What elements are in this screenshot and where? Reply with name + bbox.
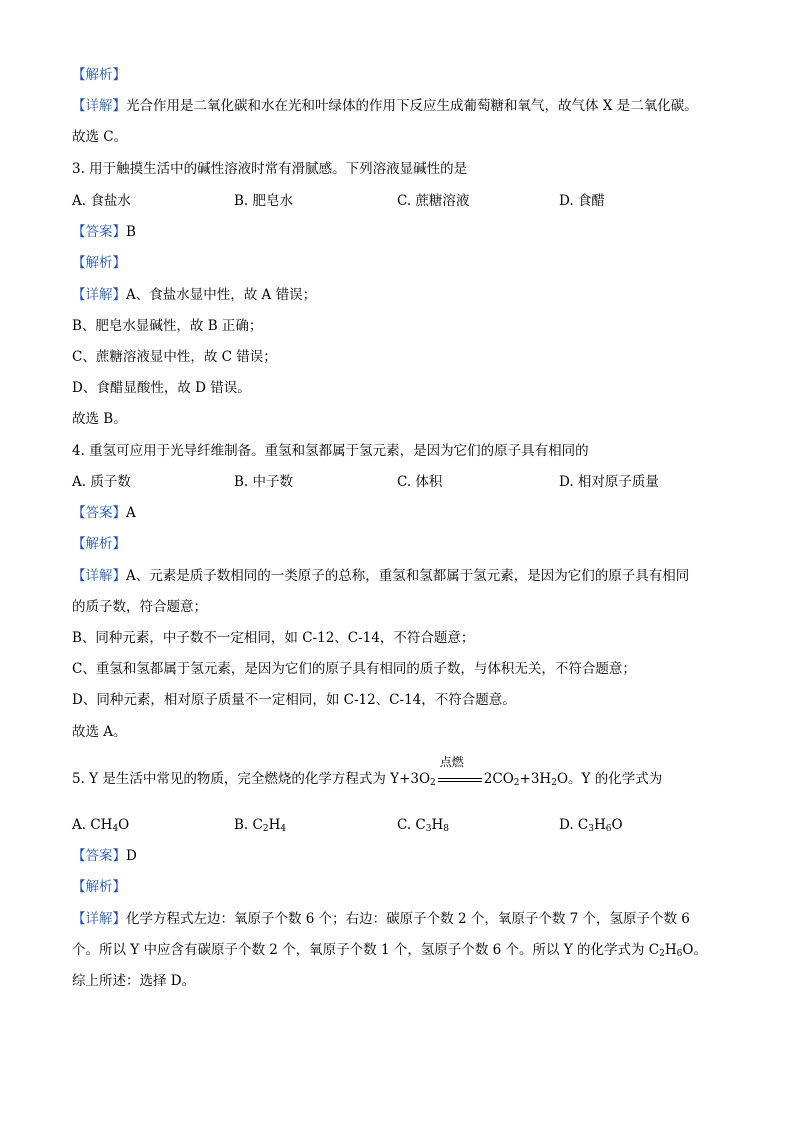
answer-value: A bbox=[126, 505, 136, 521]
subscript: 2 bbox=[513, 778, 520, 788]
detail-text: 光合作用是二氧化碳和水在光和叶绿体的作用下反应生成葡萄糖和氧气，故气体 X 是二氧化碳。 bbox=[126, 98, 698, 114]
q4-detail-line: B、同种元素，中子数不一定相同，如 C-12、C-14，不符合题意； bbox=[72, 630, 475, 646]
q5-answer bbox=[72, 847, 137, 865]
answer-tag: 【答案】 bbox=[72, 848, 126, 864]
q3-option-b: B. 肥皂水 bbox=[234, 193, 294, 209]
reaction-condition: 点燃 bbox=[439, 755, 464, 769]
analysis-tag: 【解析】 bbox=[72, 67, 126, 83]
equals-bar bbox=[438, 778, 482, 782]
q4-option-a: A. 质子数 bbox=[72, 474, 131, 490]
q3-analysis-tag: 【解析】 bbox=[72, 255, 126, 271]
answer-tag: 【答案】 bbox=[72, 224, 126, 240]
detail-text: 化学方程式左边：氧原子个数 6 个；右边：碳原子个数 2 个，氧原子个数 7 个，氢原子个数 6 bbox=[126, 911, 690, 927]
answer-value: D bbox=[126, 848, 137, 864]
q5-detail-line: 个。所以 Y 中应含有碳原子个数 2 个，氧原子个数 1 个，氢原子个数 6 个。所以 Y 的化学式为 $C_2H_6O$。 bbox=[72, 942, 707, 959]
q5-stem-text: 5. Y 是生活中常见的物质，完全燃烧的化学方程式为 Y+3O bbox=[72, 771, 431, 787]
q4-conclusion: 故选 A。 bbox=[72, 724, 127, 740]
q4-stem: 4. 重氢可应用于光导纤维制备。重氢和氢都属于氢元素，是因为它们的原子具有相同的 bbox=[72, 443, 589, 459]
reaction-arrow bbox=[436, 755, 484, 788]
q4-options bbox=[72, 473, 752, 491]
product-co2: 2CO bbox=[483, 771, 514, 787]
q3-detail-line bbox=[72, 286, 316, 304]
q3-stem: 3. 用于触摸生活中的碱性溶液时常有滑腻感。下列溶液显碱性的是 bbox=[72, 161, 468, 177]
q3-conclusion: 故选 B。 bbox=[72, 411, 127, 427]
q3-options bbox=[72, 192, 752, 210]
detail-tag: 【详解】 bbox=[72, 568, 126, 584]
q5-stem bbox=[72, 755, 663, 792]
q3-option-a: A. 食盐水 bbox=[72, 193, 131, 209]
q4-detail-line: D、同种元素，相对原子质量不一定相同，如 C-12、C-14，不符合题意。 bbox=[72, 692, 516, 708]
answer-tag: 【答案】 bbox=[72, 505, 126, 521]
q4-option-c: C. 体积 bbox=[397, 474, 443, 490]
q4-analysis-tag: 【解析】 bbox=[72, 536, 126, 552]
q5-summary: 综上所述：选择 D。 bbox=[72, 973, 196, 989]
detail-tag: 【详解】 bbox=[72, 287, 126, 303]
q5-option-d: D. $C_3H_6O$ bbox=[559, 817, 623, 834]
product-h2o: +3H bbox=[519, 771, 552, 787]
q3-answer bbox=[72, 223, 136, 241]
detail-tag: 【详解】 bbox=[72, 98, 126, 114]
q5-detail-line bbox=[72, 910, 690, 928]
q5-option-a: A. $CH_4O$ bbox=[72, 817, 130, 834]
q4-detail-line: C、重氢和氢都属于氢元素，是因为它们的原子具有相同的质子数，与体积无关，不符合题意； bbox=[72, 661, 636, 677]
conclusion: 故选 C。 bbox=[72, 129, 128, 145]
q4-detail-line bbox=[72, 567, 689, 585]
q4-option-d: D. 相对原子质量 bbox=[559, 474, 659, 490]
q3-option-d: D. 食醋 bbox=[559, 193, 605, 209]
q5-options bbox=[72, 816, 752, 834]
detail-paragraph bbox=[72, 97, 698, 115]
q3-detail-line: B、肥皂水显碱性，故 B 正确； bbox=[72, 318, 263, 334]
q5-option-b: B. $C_2H_4$ bbox=[234, 817, 287, 834]
product-h2o-tail: O bbox=[556, 771, 569, 787]
detail-text: A、元素是质子数相同的一类原子的总称，重氢和氢都属于氢元素，是因为它们的原子具有相同 bbox=[126, 568, 690, 584]
subscript: 2 bbox=[430, 778, 436, 788]
q5-stem-tail: 。Y 的化学式为 bbox=[568, 771, 663, 787]
answer-value: B bbox=[126, 224, 136, 240]
q4-detail-line: 的质子数，符合题意； bbox=[72, 599, 207, 615]
q3-detail-line: D、食醋显酸性，故 D 错误。 bbox=[72, 380, 251, 396]
q5-option-c: C. $C_3H_8$ bbox=[397, 817, 450, 834]
q5-analysis-tag: 【解析】 bbox=[72, 879, 126, 895]
q3-detail-line: C、蔗糖溶液显中性，故 C 错误； bbox=[72, 349, 277, 365]
detail-tag: 【详解】 bbox=[72, 911, 126, 927]
q3-option-c: C. 蔗糖溶液 bbox=[397, 193, 470, 209]
q4-answer bbox=[72, 504, 136, 522]
subscript: 2 bbox=[551, 778, 557, 788]
q4-option-b: B. 中子数 bbox=[234, 474, 294, 490]
detail-text: A、食盐水显中性，故 A 错误； bbox=[126, 287, 317, 303]
